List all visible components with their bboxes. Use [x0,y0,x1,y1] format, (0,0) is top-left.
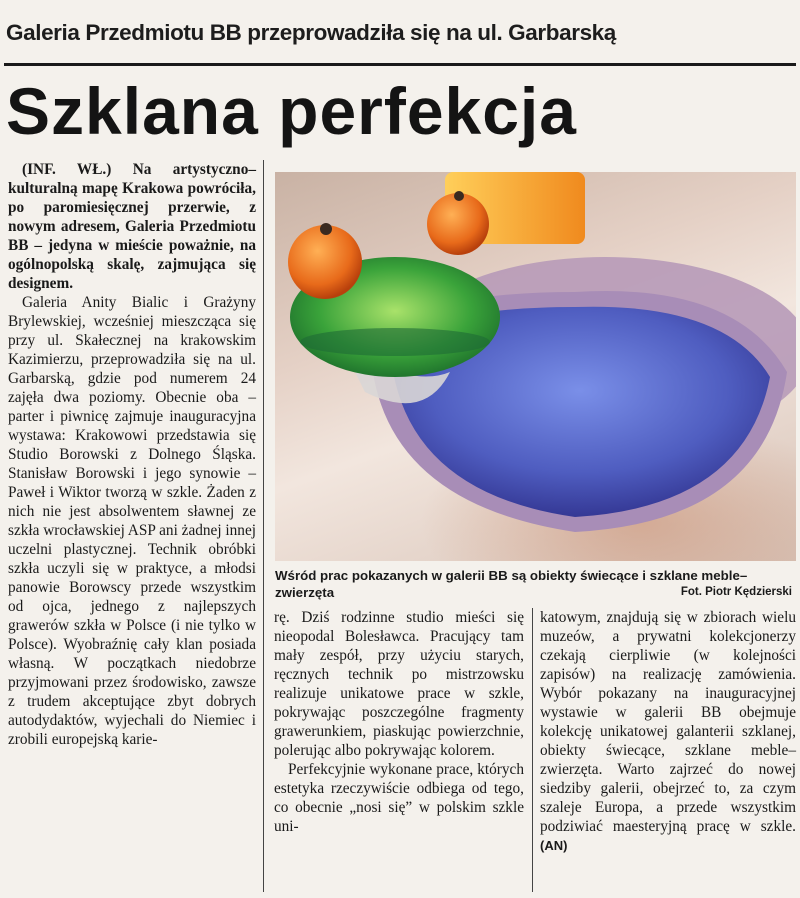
body-paragraph [540,608,796,855]
orange-glass-sphere [288,225,362,299]
column-divider [263,160,264,892]
column-divider [532,608,533,892]
subheadline: Galeria Przedmiotu BB przeprowadziła się na ul. Garbarską [6,20,616,45]
article-column-2 [274,608,524,836]
author-signature: (AN) [540,838,568,853]
article-photo [275,172,796,561]
body-text: katowym, znajdują się w zbiorach wielu muzeów, a prywatni kolekcjonerzy czekają cierpliwie (w kolejności zapisów) na realizację zamówienia. Wybór pokazany na inauguracyjnej wystawie w galerii BB obejmuje kolekcję unikatowej galanterii szklanej, obiekty świecące, szklane meble–zwierzęta. Warto zajrzeć do nowej siedziby galerii, obejrzeć to, za czym szaleje Europa, a przede wszystkim podziwiać maesteryjną pracę w szkle. [540,609,796,835]
photo-credit: Fot. Piotr Kędzierski [680,586,792,598]
orange-glass-sphere [427,193,489,255]
article-column-1 [8,160,256,749]
headline-rule [4,63,796,66]
lead-paragraph: (INF. WŁ.) Na artystyczno–kulturalną mapę Krakowa powróciła, po paromiesięcznej przerwie, z nowym adresem, Galeria Przedmiotu BB – jedyna w mieście poważnie, na ogólnopolską skalę, zajmująca się designem. [8,161,256,292]
body-paragraph: Galeria Anity Bialic i Grażyny Brylewskiej, wcześniej mieszcząca się przy ul. Skałecznej na krakowskim Kazimierzu, przeprowadziła się na ul. Garbarską, gdzie pod numerem 24 zajęła dwa poziomy. Obecnie oba – parter i piwnicę zajmuje inauguracyjna wystawa: Krakowowi przedstawia się Studio Borowski z Dolnego Śląska. Stanisław Borowski i jego synowie – Paweł i Wiktor tworzą w szkle. Żaden z nich nie jest absolwentem sławnej ze szkła wrocławskiej ASP ani żadnej innej uczelni plastycznej. Technik obróbki szkła uczyli się w praktyce, a młodsi panowie Borowscy przede wszystkim od ojca, jednego z najlepszych grawerów szkła w Polsce (i nie tylko w Polsce). Wyobraźnię cały klan posiada własną. W początkach niedobrze przyjmowani przez środowisko, zawsze z trudem akceptujące zbyt dobrych autodydaktów, wyjechali do Niemiec i zrobili europejską karie- [8,294,256,748]
photo-caption: Wśród prac pokazanych w galerii BB są obiekty świecące i szklane meble–zwierzęta [275,568,748,600]
headline: Szklana perfekcja [6,74,577,148]
photo-caption-block [275,567,796,601]
body-paragraph: Perfekcyjnie wykonane prace, których estetyka rzeczywiście odbiega od tego, co obecnie „nosi się” w polskim szkle uni- [274,761,524,835]
article-column-3 [540,608,796,855]
body-paragraph: rę. Dziś rodzinne studio mieści się nieopodal Bolesławca. Pracujący tam mały zespół, przy użyciu starych, ręcznych technik po mistrzowsku realizuje unikatowe prace w szkle, pokrywając poszczególne fragmenty grawerunkiem, piaskując powierzchnie, polerując albo pokrywając kolorem. [274,609,524,759]
glass-objects-illustration [275,172,796,561]
